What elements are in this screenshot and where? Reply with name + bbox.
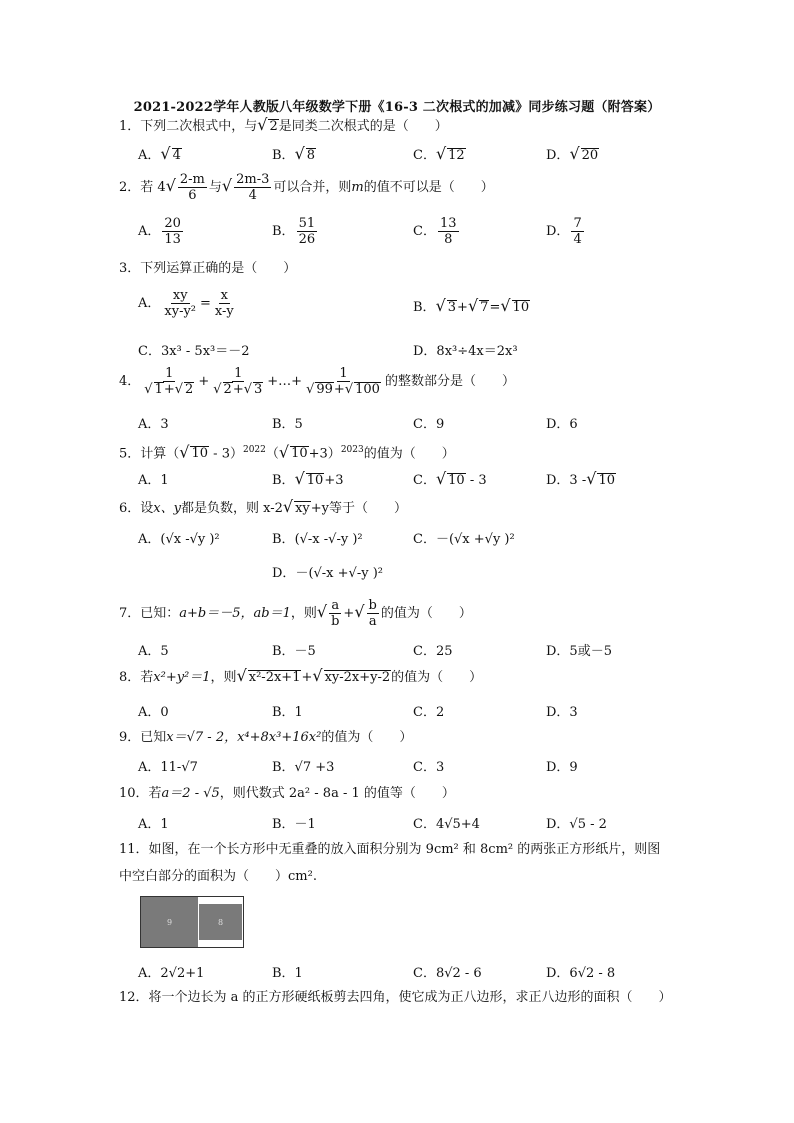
option-d[interactable]: D．√ 20 [546,144,599,163]
option-text: +3 [324,473,344,488]
option-b[interactable]: B．1 [272,705,303,720]
option-b[interactable] [272,216,319,247]
option-label: C． [413,473,436,488]
question-9-stem: 9．已知 [119,730,167,745]
option-label: D． [546,148,570,163]
question-4-stem: 的整数部分是（ ） [384,374,515,389]
plus-sign: + [301,670,313,685]
condition: a+b＝－5，ab＝1 [179,606,291,621]
radicand: 10 [512,300,530,315]
radicand: 2 [269,119,278,134]
fraction [178,172,207,203]
option-text: (√-x -√-y )² [294,532,363,547]
denominator: xy-y² [164,304,197,319]
square-8: 8 [198,903,243,941]
radicand: 10 [598,473,615,488]
option-label: C． [413,532,436,547]
option-a[interactable]: A．3 [138,417,169,432]
radicand: 7 [480,300,489,315]
option-b[interactable]: B．－5 [272,644,316,659]
option-d[interactable] [272,562,383,581]
option-a[interactable] [138,528,220,547]
option-d[interactable] [546,216,586,247]
radicand: x²-2x+1 [248,670,301,685]
denominator: √ 99+√ 100 [306,382,380,397]
option-a[interactable]: A．1 [138,473,169,488]
option-d[interactable]: D．8x³÷4x＝2x³ [413,344,518,359]
fraction [213,288,236,319]
question-6-stem-c: +y等于（ ） [310,501,408,516]
radicand: 100 [355,382,380,397]
fraction [329,598,341,629]
option-b[interactable]: B．√ 10+3 [272,469,344,488]
option-c[interactable]: C．9 [413,417,445,432]
radicand: 1 [154,382,163,397]
rectangle-figure [140,896,244,948]
question-7: 7．已知：a+b＝－5，ab＝1，则√ $\frac{a}{b}$ +√ $\frac{b}{a}$ 的值为（ ） [119,598,472,629]
question-11-line-1: 11．如图，在一个长方形中无重叠的放入面积分别为 9cm² 和 8cm² 的两张正方形纸片，则图 [119,842,661,857]
fraction [162,288,198,319]
numerator: 13 [439,216,457,231]
option-d[interactable]: D．6 [546,417,578,432]
fraction [162,216,183,247]
option-label: A． [138,148,161,163]
denominator: 6 [188,188,197,203]
option-a[interactable]: A．1 [138,817,169,832]
question-5-stem-c: （ [265,446,279,462]
option-label: A． [138,224,161,239]
radicand: xy [295,501,310,516]
question-9-stem-b: 的值为（ ） [321,730,413,745]
radicand: 10 [306,473,324,488]
fraction [234,172,271,203]
option-c[interactable] [413,216,461,247]
radicand: 10 [191,446,209,462]
option-label: A． [138,532,161,547]
question-1-stem-end: 是同类二次根式的是（ ） [278,119,448,134]
option-c[interactable]: C．4√5+4 [413,817,480,832]
question-6-stem: 6．设 [119,501,154,516]
question-5-stem-e: 的值为（ ） [363,446,455,462]
numerator: a [331,598,340,613]
radicand: 10 [291,446,308,462]
option-d[interactable]: D．5或－5 [546,644,612,659]
question-7-stem: 7．已知： [119,606,180,621]
question-10-stem-b: ，则代数式 2a² - 8a - 1 的值等（ ） [219,786,455,801]
option-text: －(√x +√y )² [435,532,515,547]
radicand: 3 [254,382,263,397]
radicand: 2 [185,382,194,397]
option-d[interactable]: D．3 -√ 10 [546,469,615,488]
question-12: 12．将一个边长为 a 的正方形硬纸板剪去四角，使它成为正八边形，求正八边形的面积（ ） [119,990,672,1005]
numerator: 1 [339,366,348,381]
question-2-stem-mid: 可以合并，则 [273,180,352,195]
equals-sign: = [489,300,501,315]
condition: a＝2 - √5 [161,786,220,801]
option-c[interactable]: C．25 [413,644,453,659]
fraction [304,366,383,397]
question-8: 8．若x²+y²＝1，则√ x²-2x+1+√ xy-2x+y-2的值为（ ） [119,666,483,685]
question-2-stem-end: 的值不可以是（ ） [363,180,494,195]
option-label: B． [272,532,295,547]
numerator: 20 [164,216,181,231]
question-9 [119,729,694,747]
question-5-stem: 5．计算（ [119,446,180,462]
option-label: C． [413,148,436,163]
option-a[interactable]: A．√ 4 [138,144,181,163]
radicand: 99 [316,382,333,397]
option-label: B． [272,473,295,488]
question-7-stem-b: ，则 [290,606,317,621]
denominator: a [368,614,377,629]
numerator: xy [172,288,188,303]
option-d[interactable]: D．√5 - 2 [546,817,607,832]
question-5-stem-b: - 3） [209,446,243,462]
option-c[interactable]: C．3 [413,760,445,775]
radicand: xy-2x+y-2 [324,670,391,685]
denominator: 4 [573,232,582,247]
denominator: √ 1+√ 2 [144,382,194,397]
numerator: 2-m [179,172,205,187]
exponent: 2023 [340,445,364,455]
option-a[interactable]: A．5 [138,644,169,659]
question-8-stem-b: ，则 [210,670,237,685]
question-1: 1．下列二次根式中，与√ 2是同类二次根式的是（ ） [119,115,448,134]
radicand: 12 [448,148,465,163]
denominator: b [331,614,340,629]
fraction [211,366,265,397]
connector-text: 与 [208,180,222,195]
question-8-stem: 8．若 [119,670,154,685]
fraction [297,216,318,247]
option-b[interactable]: B．－1 [272,817,316,832]
question-number: 4． [119,374,141,389]
option-d[interactable]: D．3 [546,705,578,720]
question-4: 4． $\frac{1}{√ 1+√ 2}$ + $\frac{1}{√ 2+√ 3}$ +…+ $\frac{1}{√ 99+√ 100}$ 的整数部分是（ ） [119,366,515,397]
option-a[interactable] [138,288,238,319]
question-1-stem: 1．下列二次根式中，与 [119,119,258,134]
fraction [367,598,379,629]
condition: x＝√7 - 2，x⁴+8x³+16x² [166,730,322,745]
denominator: x-y [214,304,234,319]
radicand: 2 [223,382,232,397]
question-8-stem-c: 的值为（ ） [391,670,483,685]
option-label: B． [413,300,436,315]
denominator: 13 [164,232,181,247]
fraction [142,366,196,397]
option-text: - 3 [465,473,487,488]
question-6: 6．设x、y都是负数，则 x-2√ xy+y等于（ ） [119,497,408,516]
variable: m [351,180,364,195]
option-b[interactable]: B．√ 8 [272,144,316,163]
question-10-stem: 10．若 [119,786,162,801]
fraction [571,216,583,247]
option-label: B． [272,224,295,239]
question-5: 5．计算（√ 10 - 3）$^{2022}$（√ 10+3）$^{2023}$的值为（ ） [119,442,455,462]
option-a[interactable]: A．11-√7 [138,760,198,775]
fraction [438,216,459,247]
variables: x、y [153,501,181,516]
option-c[interactable]: C．√ 12 [413,144,465,163]
question-3: 3．下列运算正确的是（ ） [119,261,297,276]
option-text: －(√-x +√-y )² [295,566,383,581]
denominator: 4 [248,188,257,203]
option-a[interactable] [138,216,185,247]
denominator: 26 [298,232,316,247]
option-a[interactable]: A．0 [138,705,169,720]
condition: x²+y²＝1 [153,670,211,685]
exponent: 2022 [242,445,266,455]
option-d[interactable]: D．9 [546,760,578,775]
option-c[interactable]: C．3x³ - 5x³＝－2 [138,344,250,359]
numerator: 1 [165,366,174,381]
numerator: b [368,598,377,613]
numerator: 1 [234,366,243,381]
question-10 [119,785,694,803]
question-2-stem: 2．若 4 [119,180,166,195]
equals-sign: = [200,296,211,311]
radicand: 3 [447,300,457,315]
question-6-stem-b: 都是负数，则 x-2 [180,501,283,516]
square-9: 9 [141,897,198,947]
option-b[interactable]: B．1 [272,966,303,981]
option-label: D． [272,566,296,581]
option-label: D．3 - [546,473,587,488]
option-c[interactable]: C．8√2 - 6 [413,966,482,981]
option-c[interactable]: C．√ 10 - 3 [413,469,487,488]
option-text: (√x -√y )² [160,532,220,547]
radicand: 4 [172,148,181,163]
question-2: 2．若 4√ $\frac{2-m}{6}$ 与√ $\frac{2m-3}{4}$ 可以合并，则m的值不可以是（ ） [119,172,494,203]
option-b[interactable]: B．5 [272,417,303,432]
question-11-line-2: 中空白部分的面积为（ ）cm². [119,869,317,884]
radicand: 20 [581,148,599,163]
denominator: √ 2+√ 3 [213,382,263,397]
option-b[interactable]: B．√7 +3 [272,760,335,775]
plus-sign: + [457,300,468,315]
question-7-stem-c: 的值为（ ） [380,606,472,621]
option-label: D． [546,224,570,239]
numerator: 7 [573,216,582,231]
radicand: 10 [448,473,465,488]
option-b[interactable]: B．√ 3+√ 7=√ 10 [413,296,530,315]
question-5-stem-d: +3） [308,446,341,462]
option-label: C． [413,224,436,239]
option-c[interactable] [413,528,515,547]
option-d[interactable]: D．6√2 - 8 [546,966,616,981]
ellipsis: +…+ [267,374,303,389]
option-b[interactable] [272,528,363,547]
option-c[interactable]: C．2 [413,705,445,720]
numerator: 51 [298,216,316,231]
option-a[interactable]: A．2√2+1 [138,966,205,981]
denominator: 8 [444,232,453,247]
option-label: A． [138,296,161,311]
radicand: 8 [306,148,316,163]
page-title: 2021-2022学年人教版八年级数学下册《16-3 二次根式的加减》同步练习题（附答案） [133,100,661,115]
numerator: 2m-3 [236,172,270,187]
numerator: x [220,288,229,303]
option-label: B． [272,148,295,163]
